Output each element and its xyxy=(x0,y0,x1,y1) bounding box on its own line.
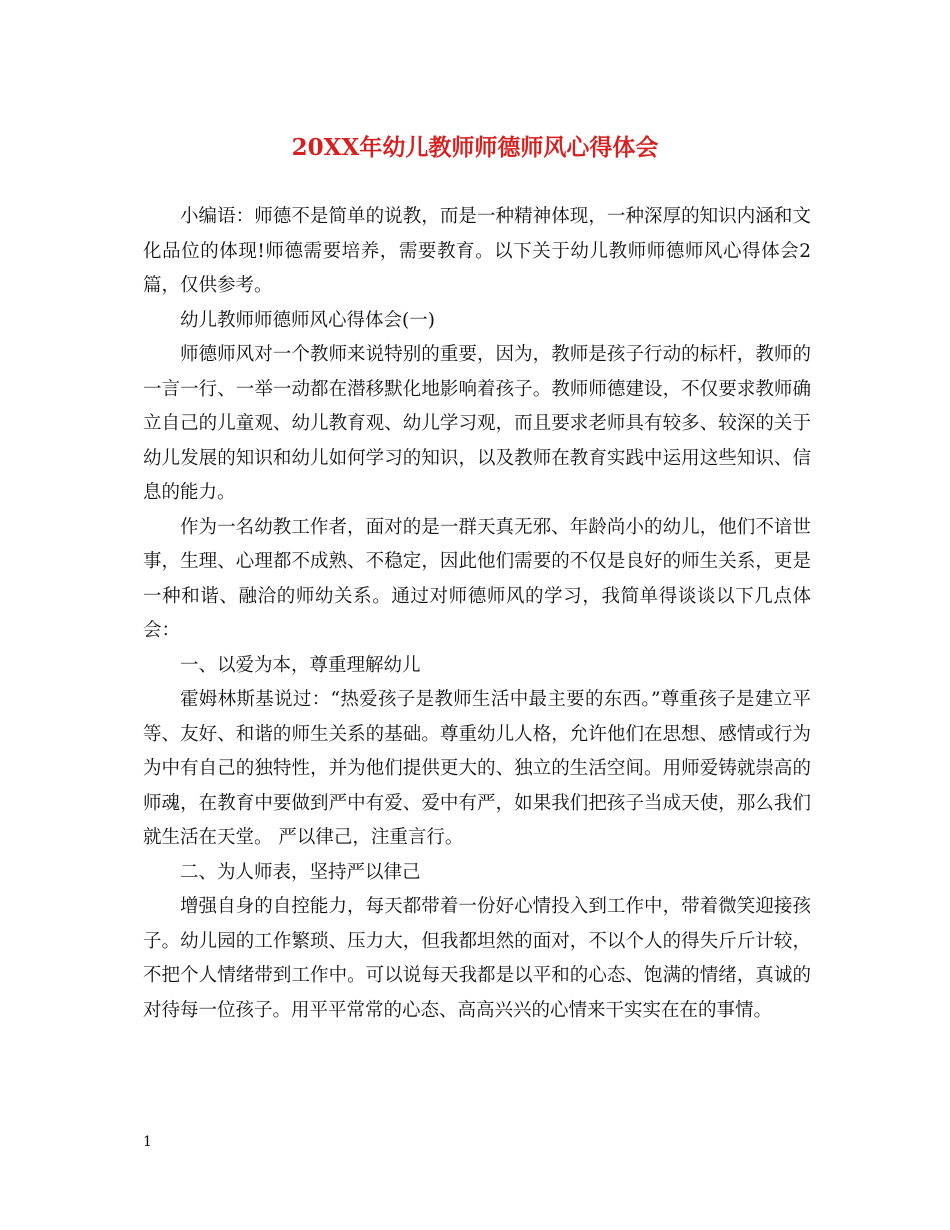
section-heading-part-one: 幼儿教师师德师风心得体会(一) xyxy=(180,309,435,331)
page-number: 1 xyxy=(143,1134,152,1150)
subheading-love-respect: 一、以爱为本，尊重理解幼儿 xyxy=(180,654,421,676)
body-paragraph: 作为一名幼教工作者，面对的是一群天真无邪、年龄尚小的幼儿，他们不谙世事，生理、心理都不成熟、不稳定，因此他们需要的不仅是良好的师生关系，更是一种和谐、融洽的师幼关系。通过对师德师风的学习，我简单得谈谈以下几点体会： xyxy=(143,516,811,641)
body-paragraph: 师德师风对一个教师来说特别的重要，因为，教师是孩子行动的标杆，教师的一言一行、一举一动都在潜移默化地影响着孩子。教师师德建设，不仅要求教师确立自己的儿童观、幼儿教育观、幼儿学习观，而且要求老师具有较多、较深的关于幼儿发展的知识和幼儿如何学习的知识，以及教师在教育实践中运用这些知识、信息的能力。 xyxy=(143,344,811,503)
body-paragraph: 霍姆林斯基说过：“热爱孩子是教师生活中最主要的东西。”尊重孩子是建立平等、友好、和谐的师生关系的基础。尊重幼儿人格，允许他们在思想、感情或行为为中有自己的独特性，并为他们提供更大的、独立的生活空间。用师爱铸就崇高的师魂，在教育中要做到严中有爱、爱中有严，如果我们把孩子当成天使，那么我们就生活在天堂。 严以律己，注重言行。 xyxy=(143,689,811,848)
document-body xyxy=(143,200,811,1028)
body-paragraph: 增强自身的自控能力，每天都带着一份好心情投入到工作中，带着微笑迎接孩子。幼儿园的工作繁琐、压力大，但我都坦然的面对，不以个人的得失斤斤计较，不把个人情绪带到工作中。可以说每天我都是以平和的心态、饱满的情绪，真诚的对待每一位孩子。用平平常常的心态、高高兴兴的心情来干实实在在的事情。 xyxy=(143,896,811,1021)
intro-paragraph: 小编语：师德不是简单的说教，而是一种精神体现，一种深厚的知识内涵和文化品位的体现!师德需要培养，需要教育。以下关于幼儿教师师德师风心得体会2篇，仅供参考。 xyxy=(143,206,811,296)
document-title: 20XX年幼儿教师师德师风心得体会 xyxy=(291,134,659,161)
subheading-role-model: 二、为人师表，坚持严以律己 xyxy=(180,861,421,883)
